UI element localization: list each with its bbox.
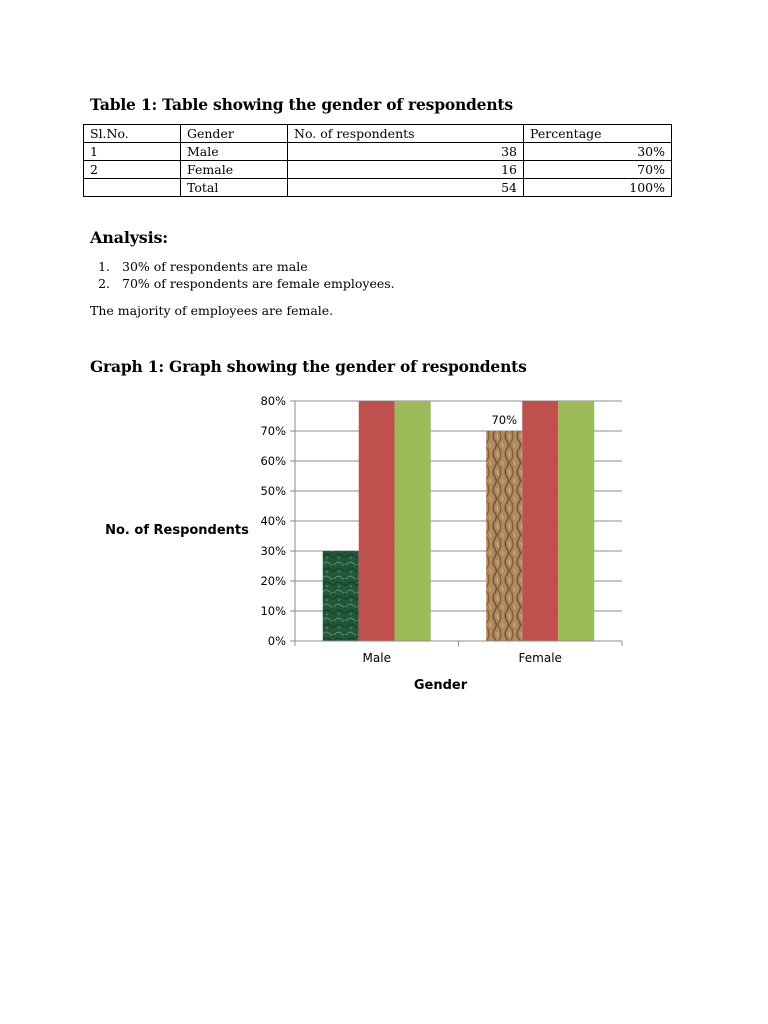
bar [395, 401, 431, 641]
cell-respondents: 54 [288, 179, 524, 197]
y-tick-label: 40% [260, 514, 286, 528]
y-tick-label: 20% [260, 574, 286, 588]
bar [323, 551, 359, 641]
data-label: 70% [491, 413, 518, 427]
table-row [84, 143, 672, 161]
gender-table [83, 124, 672, 197]
list-item: 1. 30% of respondents are male [114, 258, 395, 275]
y-axis-title: No. of Respondents [105, 523, 249, 538]
cell-sl-no [84, 179, 181, 197]
y-tick-label: 10% [260, 604, 286, 618]
x-tick-label: Male [362, 651, 391, 665]
graph-title: Graph 1: Graph showing the gender of respondents [90, 357, 527, 376]
y-tick-label: 50% [260, 484, 286, 498]
bar [359, 401, 395, 641]
bar [522, 401, 558, 641]
cell-sl-no: 2 [84, 161, 181, 179]
header-gender: Gender [181, 125, 288, 143]
y-tick-label: 30% [260, 544, 286, 558]
x-axis-title: Gender [413, 678, 468, 693]
table-total-row [84, 179, 672, 197]
header-percentage: Percentage [524, 125, 672, 143]
y-tick-label: 60% [260, 454, 286, 468]
y-tick-label: 0% [267, 634, 286, 648]
cell-percentage: 30% [524, 143, 672, 161]
analysis-list [90, 258, 395, 292]
cell-percentage: 100% [524, 179, 672, 197]
cell-respondents: 38 [288, 143, 524, 161]
bar [558, 401, 594, 641]
table-row [84, 161, 672, 179]
table-header-row [84, 125, 672, 143]
header-respondents: No. of respondents [288, 125, 524, 143]
y-tick-label: 70% [260, 424, 286, 438]
cell-gender: Total [181, 179, 288, 197]
cell-gender: Male [181, 143, 288, 161]
bar [486, 431, 522, 641]
cell-sl-no: 1 [84, 143, 181, 161]
analysis-title: Analysis: [90, 228, 168, 247]
cell-respondents: 16 [288, 161, 524, 179]
y-tick-label: 80% [260, 394, 286, 408]
x-tick-label: Female [518, 651, 562, 665]
cell-percentage: 70% [524, 161, 672, 179]
header-sl-no: Sl.No. [84, 125, 181, 143]
list-item: 2. 70% of respondents are female employees. [114, 275, 395, 292]
table-title: Table 1: Table showing the gender of respondents [90, 95, 513, 114]
analysis-conclusion: The majority of employees are female. [90, 303, 334, 318]
cell-gender: Female [181, 161, 288, 179]
